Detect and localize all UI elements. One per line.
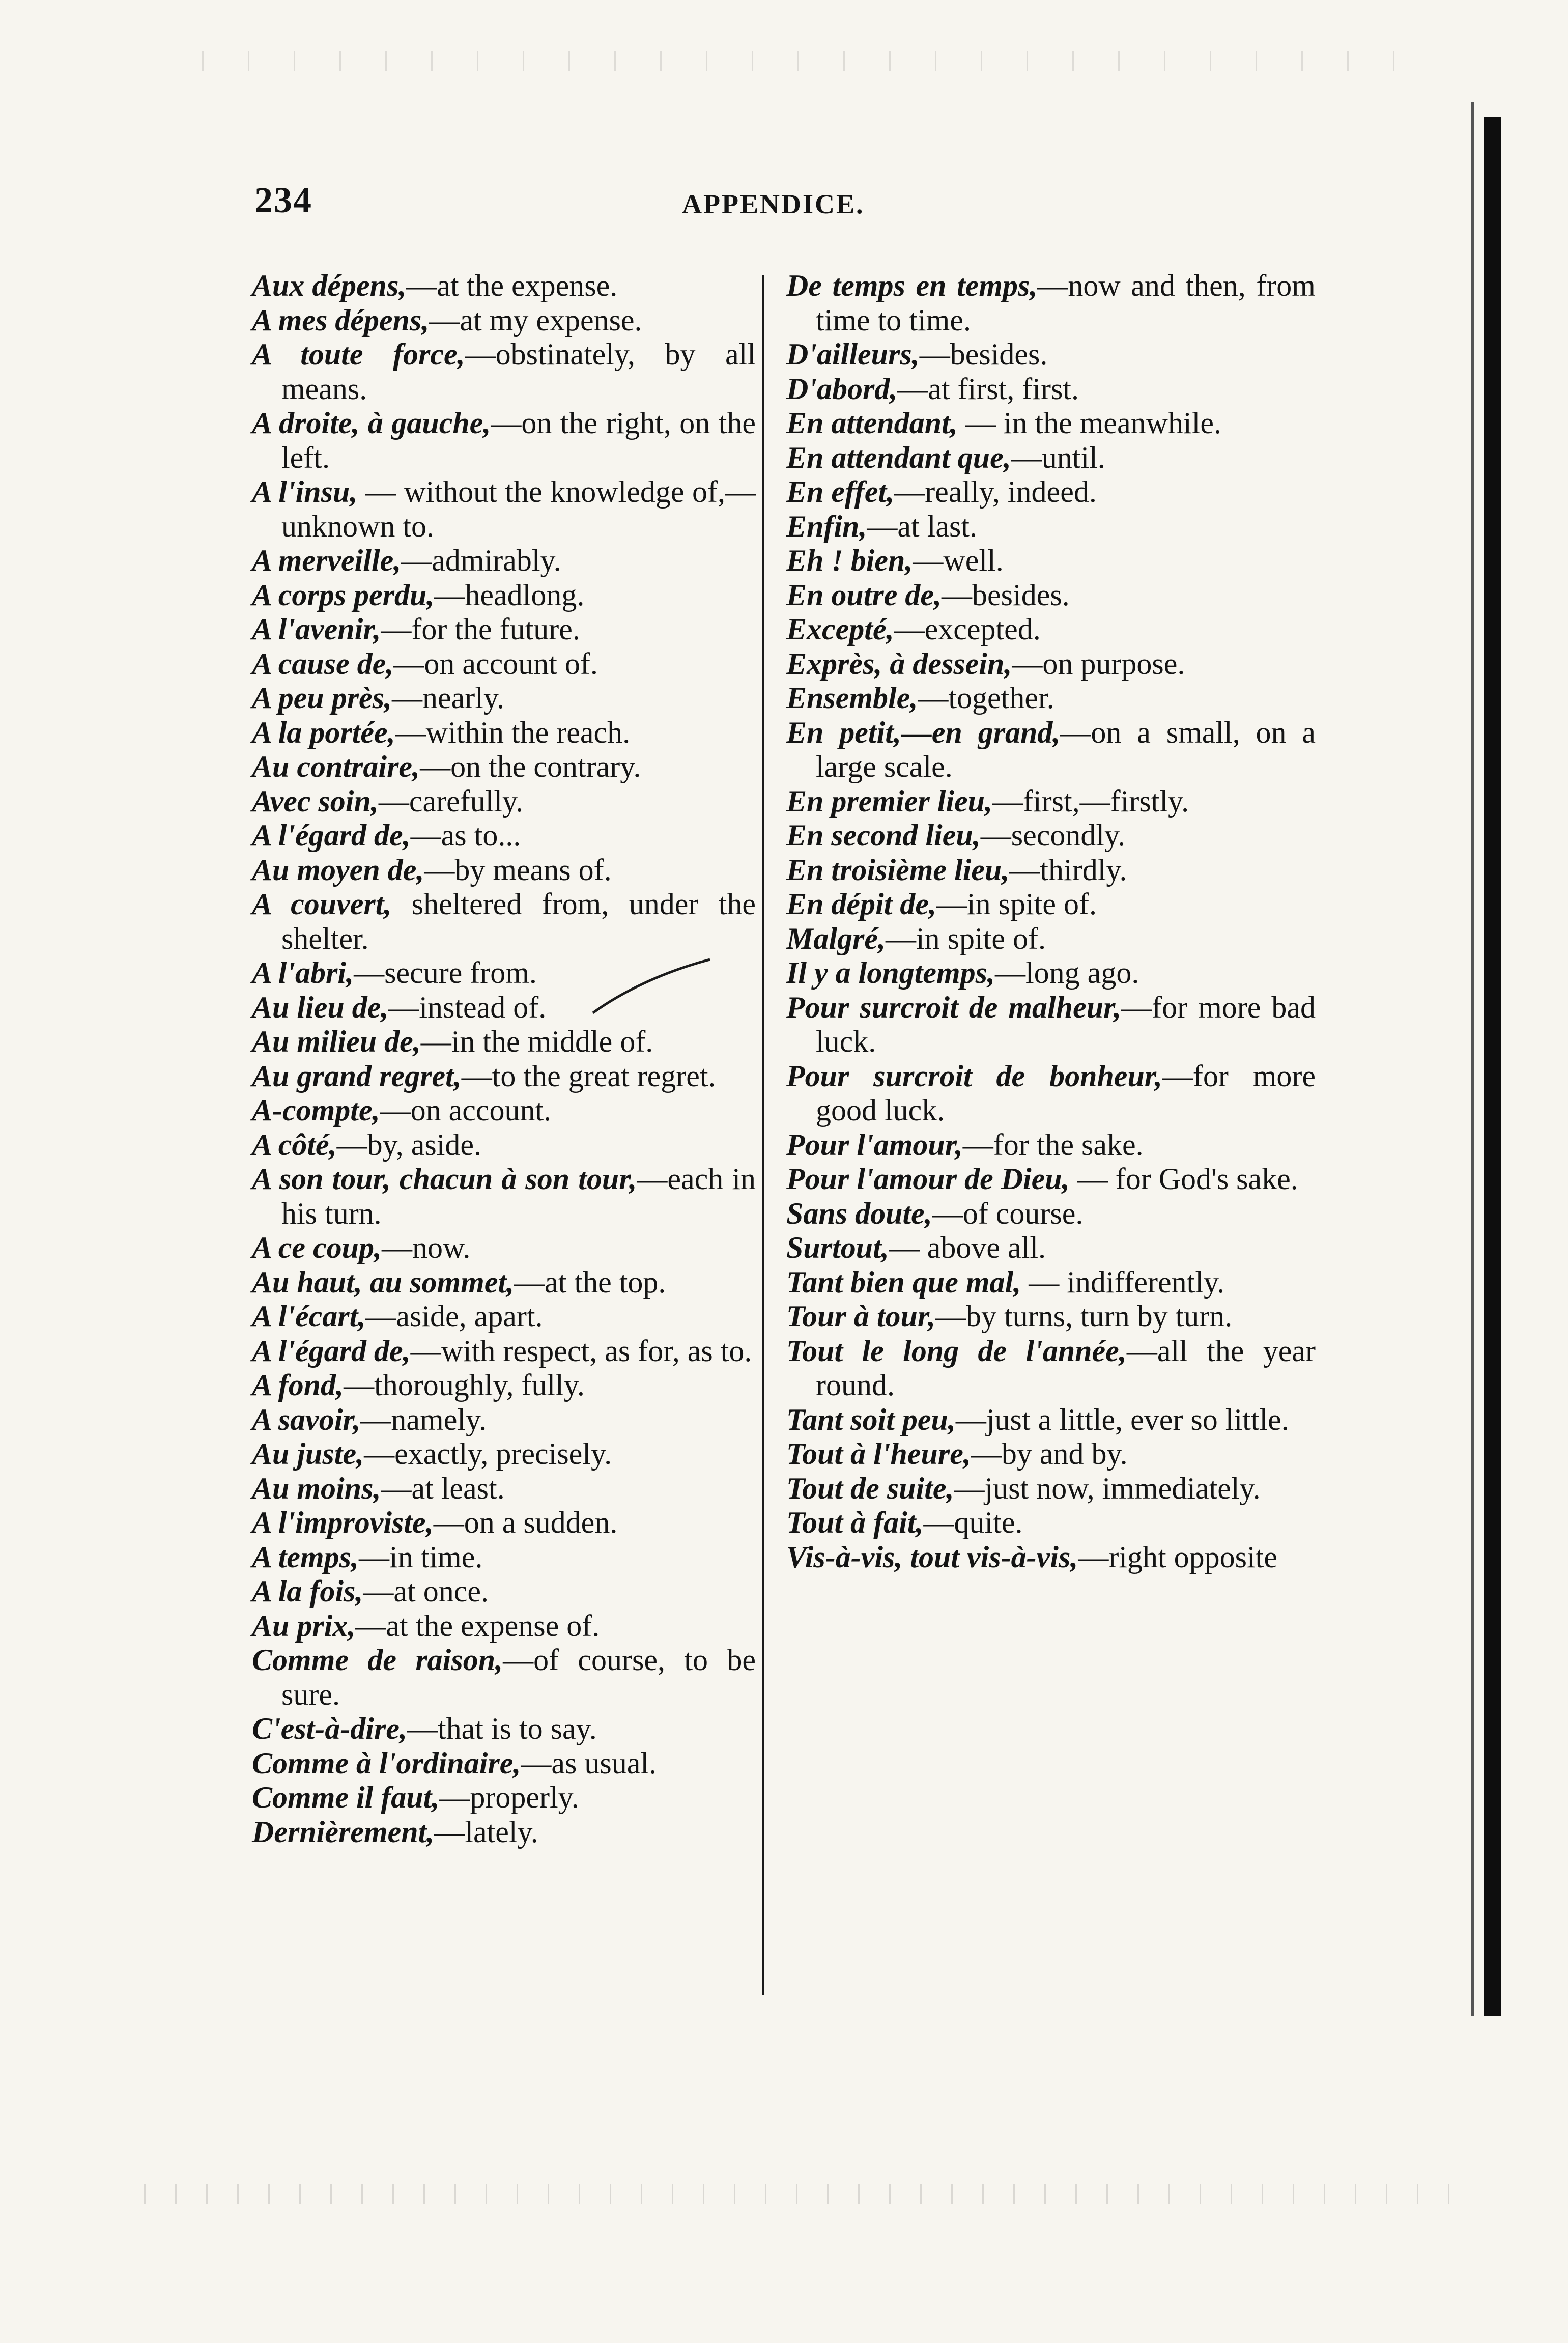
english-gloss: —in spite of.: [936, 887, 1097, 921]
english-gloss: —exactly, precisely.: [364, 1437, 612, 1471]
french-phrase: Au lieu de,: [252, 990, 389, 1024]
left-column-entry: [252, 1437, 756, 1472]
left-column-entry: [252, 1025, 756, 1059]
english-gloss: —aside, apart.: [365, 1300, 543, 1333]
french-phrase: Au prix,: [252, 1608, 356, 1643]
french-phrase: A fond,: [252, 1368, 344, 1402]
left-column-entry: [252, 269, 756, 303]
french-phrase: Ensemble,: [786, 681, 918, 715]
french-phrase: A droite, à gauche,: [252, 406, 491, 440]
scan-noise-bottom: [132, 2184, 1456, 2204]
right-column-entry: [786, 372, 1316, 407]
english-gloss: —on account of.: [393, 646, 598, 681]
left-column-entry: [252, 406, 756, 475]
french-phrase: Tour à tour,: [786, 1300, 935, 1333]
english-gloss: —on account.: [380, 1093, 552, 1127]
left-column-entry: [252, 1472, 756, 1506]
left-column-entry: [252, 1781, 756, 1815]
left-column-entry: [252, 1093, 756, 1128]
french-phrase: En effet,: [786, 475, 895, 509]
right-column-entry: [786, 1472, 1316, 1506]
english-gloss: —now and then, from time to time.: [816, 269, 1316, 337]
right-column-entry: [786, 544, 1316, 578]
right-column-entry: [786, 716, 1316, 784]
french-phrase: C'est-à-dire,: [252, 1712, 407, 1745]
page-header: [244, 179, 1313, 235]
french-phrase: En attendant,: [786, 406, 958, 440]
french-phrase: Comme il faut,: [252, 1781, 440, 1814]
french-phrase: Tout à fait,: [786, 1506, 924, 1539]
french-phrase: A l'égard de,: [252, 818, 411, 852]
english-gloss: sheltered from, under the shelter.: [281, 887, 756, 955]
right-column-entry: [786, 1334, 1316, 1403]
english-gloss: —namely.: [360, 1402, 487, 1436]
english-gloss: —besides.: [942, 578, 1070, 612]
left-column-entry: [252, 716, 756, 750]
english-gloss: —just now, immediately.: [954, 1471, 1261, 1505]
right-column-entry: [786, 1506, 1316, 1540]
french-phrase: Au moyen de,: [252, 853, 424, 887]
left-column-entry: [252, 784, 756, 819]
english-gloss: —at the top.: [514, 1265, 666, 1299]
french-phrase: A temps,: [252, 1540, 359, 1574]
right-column-entry: [786, 853, 1316, 888]
right-column-entry: [786, 1265, 1316, 1300]
english-gloss: —in the middle of.: [420, 1025, 653, 1058]
french-phrase: Au juste,: [252, 1437, 364, 1471]
english-gloss: —within the reach.: [395, 715, 631, 749]
english-gloss: —excepted.: [894, 612, 1041, 646]
left-column-entry: [252, 578, 756, 613]
running-head: APPENDICE.: [682, 189, 865, 219]
left-column-entry: [252, 1540, 756, 1575]
french-phrase: Aux dépens,: [252, 269, 407, 302]
french-phrase: Il y a longtemps,: [786, 956, 995, 990]
french-phrase: Vis-à-vis, tout vis-à-vis,: [786, 1540, 1078, 1574]
french-phrase: En outre de,: [786, 578, 942, 612]
right-column-entry: [786, 647, 1316, 682]
english-gloss: —on the right, on the left.: [281, 406, 756, 474]
english-gloss: —at first, first.: [897, 372, 1079, 406]
french-phrase: Au milieu de,: [252, 1025, 421, 1058]
french-phrase: Pour l'amour de Dieu,: [786, 1162, 1070, 1196]
french-phrase: Au moins,: [252, 1471, 381, 1505]
french-phrase: Dernièrement,: [252, 1815, 435, 1849]
right-column-entry: [786, 1128, 1316, 1163]
english-gloss: —just a little, ever so little.: [955, 1402, 1289, 1436]
french-phrase: Exprès, à dessein,: [786, 646, 1012, 681]
right-column-entry: [786, 1540, 1316, 1575]
right-column-entry: [786, 1231, 1316, 1265]
french-phrase: A savoir,: [252, 1402, 361, 1436]
right-column-entry: [786, 991, 1316, 1059]
english-gloss: —to the great regret.: [461, 1059, 716, 1093]
french-phrase: A l'écart,: [252, 1300, 366, 1333]
english-gloss: —on a sudden.: [433, 1506, 618, 1539]
right-column-entry: [786, 1197, 1316, 1231]
english-gloss: —first,—firstly.: [992, 784, 1189, 818]
english-gloss: —by, aside.: [336, 1127, 482, 1162]
page-edge-shadow: [1471, 102, 1474, 2016]
left-column-entry: [252, 1128, 756, 1163]
french-phrase: A côté,: [252, 1127, 337, 1162]
french-phrase: A corps perdu,: [252, 578, 435, 612]
left-column-entry: [252, 1334, 756, 1369]
french-phrase: En dépit de,: [786, 887, 936, 921]
right-column-entry: [786, 1437, 1316, 1472]
pen-mark: [590, 957, 712, 1018]
english-gloss: —nearly.: [392, 681, 505, 715]
left-column-entry: [252, 887, 756, 956]
french-phrase: A couvert,: [252, 887, 392, 921]
left-column-entry: [252, 853, 756, 888]
english-gloss: —quite.: [923, 1506, 1023, 1539]
french-phrase: Tant bien que mal,: [786, 1265, 1021, 1299]
french-phrase: A cause de,: [252, 646, 394, 681]
left-column-entry: [252, 1265, 756, 1300]
right-column-entry: [786, 784, 1316, 819]
english-gloss: —for more bad luck.: [816, 990, 1316, 1058]
right-column-entry: [786, 337, 1316, 372]
right-column-entry: [786, 1300, 1316, 1334]
scan-noise-top: [183, 51, 1405, 71]
english-gloss: —at least.: [381, 1471, 505, 1505]
english-gloss: —with respect, as for, as to.: [410, 1334, 752, 1368]
french-phrase: Sans doute,: [786, 1196, 932, 1230]
english-gloss: —for more good luck.: [816, 1059, 1316, 1127]
right-column-entry: [786, 475, 1316, 510]
english-gloss: —on purpose.: [1012, 646, 1185, 681]
english-gloss: —at my expense.: [429, 303, 642, 337]
french-phrase: A l'improviste,: [252, 1506, 434, 1539]
french-phrase: En second lieu,: [786, 818, 981, 852]
french-phrase: A mes dépens,: [252, 303, 430, 337]
right-column-entry: [786, 887, 1316, 922]
left-column-entry: [252, 1643, 756, 1712]
english-gloss: —of course.: [932, 1196, 1084, 1230]
english-gloss: —right opposite: [1078, 1540, 1277, 1574]
english-gloss: — for God's sake.: [1069, 1162, 1298, 1196]
french-phrase: A son tour, chacun à son tour,: [252, 1162, 637, 1196]
right-column-entry: [786, 681, 1316, 716]
english-gloss: —really, indeed.: [894, 475, 1097, 509]
english-gloss: —lately.: [434, 1815, 538, 1849]
french-phrase: Tout le long de l'année,: [786, 1334, 1127, 1368]
english-gloss: —each in his turn.: [281, 1162, 756, 1230]
english-gloss: —at the expense of.: [355, 1608, 600, 1643]
left-column-entry: [252, 1609, 756, 1644]
french-phrase: Au contraire,: [252, 750, 420, 783]
left-column-entry: [252, 612, 756, 647]
left-column-entry: [252, 1574, 756, 1609]
french-phrase: D'ailleurs,: [786, 337, 920, 371]
french-phrase: Tout de suite,: [786, 1471, 954, 1505]
english-gloss: —at last.: [867, 509, 978, 543]
french-phrase: A la fois,: [252, 1574, 363, 1608]
english-gloss: —as to...: [410, 818, 521, 852]
french-phrase: Tant soit peu,: [786, 1402, 956, 1436]
english-gloss: — above all.: [889, 1231, 1046, 1264]
right-column-entry: [786, 1162, 1316, 1197]
english-gloss: —thoroughly, fully.: [344, 1368, 585, 1402]
english-gloss: — without the knowledge of,—unknown to.: [281, 475, 756, 543]
right-column-entry: [786, 1403, 1316, 1437]
english-gloss: —thirdly.: [1009, 853, 1127, 887]
english-gloss: —secondly.: [980, 818, 1126, 852]
right-column-entry: [786, 818, 1316, 853]
french-phrase: A l'égard de,: [252, 1334, 411, 1368]
left-column-entry: [252, 303, 756, 338]
english-gloss: —secure from.: [354, 956, 537, 990]
left-column: [252, 269, 756, 1849]
binding-edge: [1484, 117, 1501, 2016]
french-phrase: A toute force,: [252, 337, 465, 371]
english-gloss: —by turns, turn by turn.: [935, 1300, 1233, 1333]
left-column-entry: [252, 1368, 756, 1403]
left-column-entry: [252, 1059, 756, 1094]
column-divider: [762, 275, 764, 1995]
left-column-entry: [252, 1815, 756, 1850]
french-phrase: Pour l'amour,: [786, 1127, 963, 1162]
left-column-entry: [252, 1300, 756, 1334]
english-gloss: —at the expense.: [406, 269, 618, 302]
french-phrase: A peu près,: [252, 681, 392, 715]
french-phrase: A l'abri,: [252, 956, 354, 990]
right-column-entry: [786, 956, 1316, 991]
left-column-entry: [252, 544, 756, 578]
english-gloss: — in the meanwhile.: [957, 406, 1221, 440]
english-gloss: —now.: [381, 1231, 471, 1264]
french-phrase: Avec soin,: [252, 784, 379, 818]
left-column-entry: [252, 818, 756, 853]
french-phrase: Surtout,: [786, 1231, 889, 1264]
french-phrase: Au grand regret,: [252, 1059, 462, 1093]
english-gloss: —that is to say.: [407, 1712, 597, 1745]
english-gloss: —on the contrary.: [420, 750, 641, 783]
french-phrase: A ce coup,: [252, 1231, 382, 1264]
right-column-entry: [786, 406, 1316, 441]
french-phrase: Pour surcroit de bonheur,: [786, 1059, 1162, 1093]
english-gloss: —as usual.: [521, 1746, 657, 1780]
french-phrase: Comme à l'ordinaire,: [252, 1746, 521, 1780]
right-column: [786, 269, 1316, 1574]
french-phrase: Tout à l'heure,: [786, 1437, 971, 1471]
english-gloss: —all the year round.: [816, 1334, 1316, 1402]
english-gloss: —until.: [1011, 440, 1105, 474]
left-column-entry: [252, 337, 756, 406]
french-phrase: Malgré,: [786, 921, 886, 955]
left-column-entry: [252, 1506, 756, 1540]
english-gloss: —by means of.: [424, 853, 612, 887]
english-gloss: —long ago.: [995, 956, 1139, 990]
english-gloss: —in time.: [359, 1540, 483, 1574]
english-gloss: —well.: [913, 544, 1004, 577]
french-phrase: D'abord,: [786, 372, 898, 406]
left-column-entry: [252, 1712, 756, 1746]
right-column-entry: [786, 578, 1316, 613]
left-column-entry: [252, 1162, 756, 1231]
english-gloss: —headlong.: [434, 578, 585, 612]
french-phrase: A l'insu,: [252, 475, 358, 509]
french-phrase: Eh ! bien,: [786, 544, 913, 577]
french-phrase: Excepté,: [786, 612, 894, 646]
english-gloss: —admirably.: [401, 544, 561, 577]
right-column-entry: [786, 612, 1316, 647]
english-gloss: —by and by.: [971, 1437, 1128, 1471]
english-gloss: —of course, to be sure.: [281, 1643, 756, 1711]
french-phrase: Comme de raison,: [252, 1643, 503, 1677]
english-gloss: —for the future.: [381, 612, 580, 646]
french-phrase: De temps en temps,: [786, 269, 1038, 302]
french-phrase: Pour surcroit de malheur,: [786, 990, 1122, 1024]
english-gloss: —properly.: [439, 1781, 579, 1814]
english-gloss: —together.: [918, 681, 1054, 715]
left-column-entry: [252, 647, 756, 682]
french-phrase: A merveille,: [252, 544, 402, 577]
left-column-entry: [252, 1231, 756, 1265]
left-column-entry: [252, 681, 756, 716]
french-phrase: Enfin,: [786, 509, 867, 543]
french-phrase: A l'avenir,: [252, 612, 381, 646]
french-phrase: A la portée,: [252, 715, 395, 749]
english-gloss: — indifferently.: [1021, 1265, 1225, 1299]
english-gloss: —for the sake.: [962, 1127, 1144, 1162]
english-gloss: —carefully.: [378, 784, 524, 818]
english-gloss: —at once.: [363, 1574, 489, 1608]
french-phrase: En troisième lieu,: [786, 853, 1010, 887]
french-phrase: Au haut, au sommet,: [252, 1265, 515, 1299]
french-phrase: En attendant que,: [786, 440, 1011, 474]
french-phrase: En premier lieu,: [786, 784, 993, 818]
left-column-entry: [252, 475, 756, 544]
english-gloss: —on a small, on a large scale.: [816, 715, 1316, 783]
english-gloss: —besides.: [919, 337, 1048, 371]
right-column-entry: [786, 441, 1316, 475]
french-phrase: A-compte,: [252, 1093, 380, 1127]
right-column-entry: [786, 1059, 1316, 1128]
right-column-entry: [786, 510, 1316, 544]
english-gloss: —obstinately, by all means.: [281, 337, 756, 406]
left-column-entry: [252, 1746, 756, 1781]
right-column-entry: [786, 922, 1316, 956]
left-column-entry: [252, 750, 756, 784]
english-gloss: —in spite of.: [886, 921, 1046, 955]
english-gloss: —instead of.: [388, 990, 547, 1024]
right-column-entry: [786, 269, 1316, 337]
french-phrase: En petit,—en grand,: [786, 715, 1061, 749]
page-number: 234: [254, 180, 312, 220]
left-column-entry: [252, 1403, 756, 1437]
